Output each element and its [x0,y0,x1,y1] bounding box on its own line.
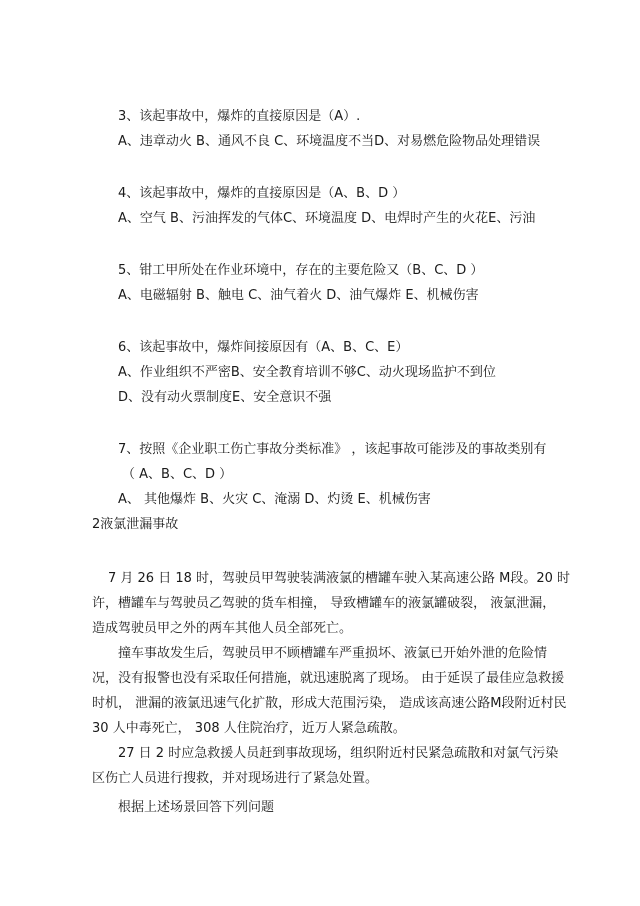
question-6: 6、该起事故中，爆炸间接原因有（A、B、C、E） [118,340,409,355]
paragraph-line: 许，槽罐车与驾驶员乙驾驶的货车相撞， 导致槽罐车的液氯罐破裂， 液氯泄漏， [92,596,556,611]
question-7: 7、按照《企业职工伤亡事故分类标准》 ，该起事故可能涉及的事故类别有 [118,442,547,457]
paragraph-line: 撞车事故发生后，驾驶员甲不顾槽罐车严重损坏、液氯已开始外泄的危险情 [118,646,548,661]
paragraph-line: 根据上述场景回答下列问题 [118,800,275,815]
question-4-options: A、空气 B、污油挥发的气体C、环境温度 D、电焊时产生的火花E、污油 [118,211,536,226]
question-6-options-line2: D、没有动火票制度E、安全意识不强 [118,390,332,405]
paragraph-line: 时机， 泄漏的液氯迅速气化扩散，形成大范围污染， 造成该高速公路M段附近村民 [92,696,567,711]
question-7-answer: （ A、B、C、D ） [122,467,233,482]
paragraph-line: 30 人中毒死亡， 308 人住院治疗，近万人紧急疏散。 [92,721,406,736]
question-5-options: A、电磁辐射 B、触电 C、油气着火 D、油气爆炸 E、机械伤害 [118,288,479,303]
question-3-options: A、违章动火 B、通风不良 C、环境温度不当D、对易燃危险物品处理错误 [118,134,541,149]
paragraph-line: 27 日 2 时应急救援人员赶到事故现场，组织附近村民紧急疏散和对氯气污染 [118,746,559,761]
paragraph-line: 区伤亡人员进行搜救，并对现场进行了紧急处置。 [92,771,379,786]
paragraph-line: 7 月 26 日 18 时，驾驶员甲驾驶装满液氯的槽罐车驶入某高速公路 M段。20 时 [108,571,571,586]
question-4: 4、该起事故中，爆炸的直接原因是（A、B、D ） [118,186,406,201]
paragraph-line: 况，没有报警也没有采取任何措施，就迅速脱离了现场。 由于延误了最佳应急救援 [92,671,565,686]
question-6-options-line1: A、作业组织不严密B、安全教育培训不够C、动火现场监护不到位 [118,365,496,380]
question-7-options: A、 其他爆炸 B、火灾 C、淹溺 D、灼烫 E、机械伤害 [118,492,431,507]
question-3: 3、该起事故中，爆炸的直接原因是（A）. [118,109,361,124]
question-5: 5、钳工甲所处在作业环境中，存在的主要危险又（B、C、D ） [118,263,484,278]
section-title: 2液氯泄漏事故 [92,517,179,532]
paragraph-line: 造成驾驶员甲之外的两车其他人员全部死亡。 [92,621,353,636]
